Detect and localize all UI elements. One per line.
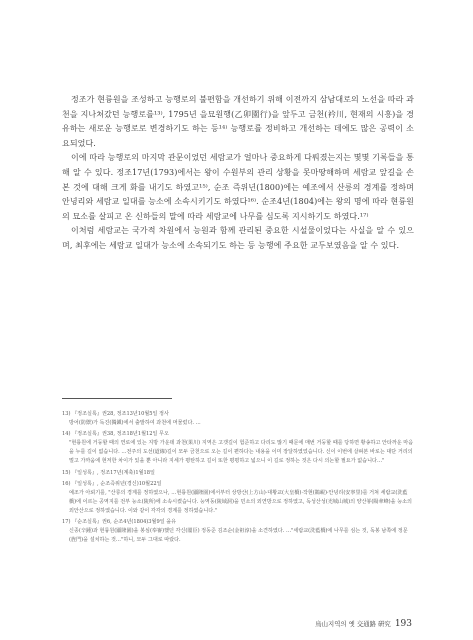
footnote-body: 신종(辛鍾)과 현륭원(顯隆園)을 봉심(奉審)했던 각신(閣臣) 정동준 김조순(金祖淳)을 소견하였다. …"세람교(洗藍橋)에 나무를 심는 것, 독봉 남쪽에 정문(旌門)을 설치하는 것…"하니, 모두 그대로 따랐다. [69,528,408,544]
footnote-body: 예조가 아뢰기를, "산릉의 경계를 정하였으나, …현륭원(顯隆園)에서부터 상방산(上方山)·대황교(大皇橋)·작현(鵲峴)·안녕리(安寧里)를 거쳐 세람교(洗藍橋)에 이르는 공역지를 전부 능소(陵所)에 소속시켰습니다. 능역동(陵域洞)을 민소의 외연방으로 정하였고, 독성산성(禿城山城)의 양산봉(陽傘峰)을 능소의 외안산으로 정하였습니다. 이와 같이 각각의 경계를 정하였습니다." [69,489,412,514]
running-title: 鳥山지역의 옛 交通路 硏究 [315,620,391,628]
footnote-title: 13) 『정조실록』권28, 정조13년10월5일 정사 [62,411,169,417]
paragraph-1: 정조가 현륭원을 조성하고 능행로의 불편함을 개선하기 위해 이전까지 삼남대로의 노선을 따라 과천을 지나쳐갔던 능행로를¹³⁾, 1795년 을묘원행(乙卯園行)을 앞두고 금천(衿川, 현재의 시흥)을 경유하는 새로운 능행로로 변경하기도 하는 등¹⁴⁾ 능행로를 정비하고 개선하는 데에도 많은 공력이 소요되었다. [62,95,414,148]
footnote-17 [62,518,414,545]
footnote-title: 17) 『순조실록』권6, 순조4년(1804)3월9일 을유 [62,519,177,526]
footnotes [62,410,414,547]
footnote-16 [62,480,414,516]
paragraph-3: 이처럼 세람교는 국가적 차원에서 능원과 함께 관리된 중요한 시설물이었다는 사실을 알 수 있으며, 최후에는 세람교 일대가 능소에 소속되기도 하는 등 능행에 주요한 교두보였음을 알 수 있다. [62,226,414,250]
page-footer [315,619,412,629]
footnote-15 [62,469,414,478]
footnote-title: 14) 『정조실록』권38, 정조18년1월12일 무오 [62,431,169,438]
page-number: 193 [394,619,412,629]
paragraph-2: 이에 따라 능행로의 마지막 관문이었던 세람교가 얼마나 중요하게 다뤄졌는지는 몇몇 기록들을 통해 알 수 있다. 정조17년(1793)에서는 왕이 수원부의 관리 상황을 못마땅해하며 세람교 앞길을 손본 것에 대해 크게 화를 내기도 하였고¹⁵⁾, 순조 즉위년(1800)에는 예조에서 산릉의 경계를 정하며 안녕리와 세람교 일대를 능소에 소속시키기도 하였다¹⁶⁾. 순조4년(1804)에는 왕의 명에 따라 현륭원의 묘소를 살피고 온 신하들의 말에 따라 세람교에 나무를 심도록 지시하기도 하였다.¹⁷⁾ [62,153,414,221]
body-text [62,93,414,254]
footnote-body: 방어(防禦)가 독진(獨鎭)에서 출발하여 과천에 머물렀다. … [69,420,201,427]
footnote-body: "현륭원에 거둥할 때의 연로에 있는 지방 가운데 과천(果川) 지역은 고갯길이 험준하고 다리도 많기 때문에 매번 거둥할 때를 당하면 황송하고 안타까운 마음을 누를 길이 없습니다. …전주의 도선(道線)길이 모두 금천으로 오는 길이 편하다는 내용을 이미 장달하였었습니다. 신이 이번에 살펴본 바로는 대단 거리의 멀고 가까움에 현저한 차이가 있을 뿐 아니라 지세가 평탄하고 길이 또한 평평하고 넓으니 이 길로 정하는 것은 다시 의논할 필요가 없습니다…" [69,440,414,465]
footnote-13 [62,410,414,428]
footnote-14 [62,430,414,466]
footnote-divider [62,398,172,399]
footnote-title: 16) 『일성록』, 순조즉위년(경신)10월22일 [62,480,162,487]
footnote-title: 15) 『일성록』, 정조17년(계축)1월18일 [62,469,155,476]
